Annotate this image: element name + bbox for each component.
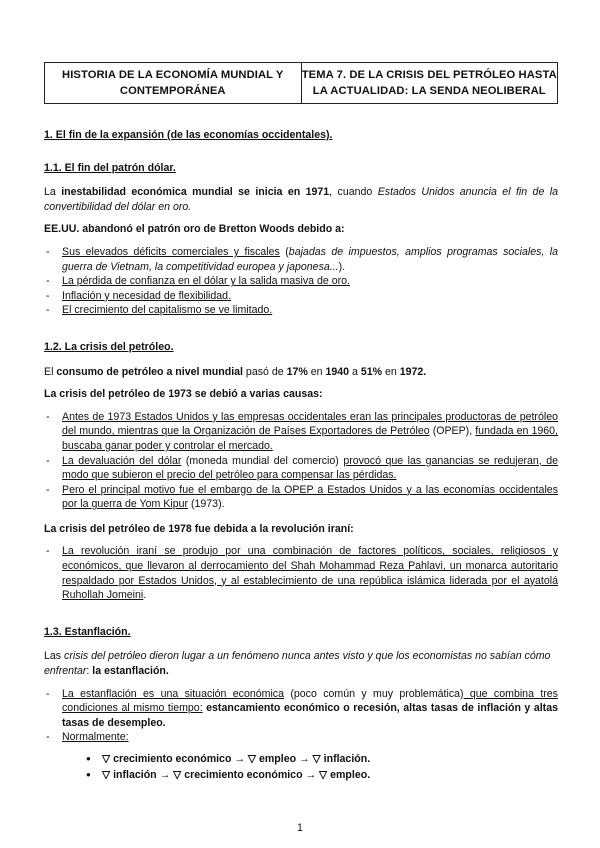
dash-list (44, 410, 558, 512)
paragraph: El consumo de petróleo a nivel mundial pasó de 17% en 1940 a 51% en 1972. (44, 365, 427, 378)
page-number: 1 (297, 822, 303, 834)
paragraph-bold: La crisis del petróleo de 1978 fue debida a la revolución iraní: (44, 522, 354, 535)
list-item: - La pérdida de confianza en el dólar y la salida masiva de oro. (44, 274, 558, 289)
bullet-item: ● ▽ crecimiento económico → ▽ empleo → ▽ inflación. (86, 751, 558, 767)
bullet-item: ● ▽ inflación → ▽ crecimiento económico → ▽ empleo. (86, 767, 558, 783)
paragraph: Las crisis del petróleo dieron lugar a un fenómeno nunca antes visto y que los economistas no sabían cómo enfrentar: la estanflación. (44, 650, 551, 678)
paragraph-bold: EE.UU. abandonó el patrón oro de Bretton Woods debido a: (44, 223, 345, 236)
paragraph: La inestabilidad económica mundial se inicia en 1971, cuando Estados Unidos anuncia el fin de la convertibilidad del dólar en oro. (44, 186, 558, 213)
bullet-list (44, 751, 558, 783)
section-heading-1-3: 1.3. Estanflación. (44, 625, 131, 638)
dash-list (44, 687, 558, 745)
section-heading-1-2: 1.2. La crisis del petróleo. (44, 340, 174, 353)
list-item: - La revolución iraní se produjo por una combinación de factores políticos, sociales, religiosos y económicos, que llevaron al derrocamiento del Shah Mohammad Reza Pahlavi, un monarca autoritario respaldado por Estados Unidos, y al establecimiento de una república islámica liderada por el ayatolá Ruhollah Jomeini. (44, 544, 558, 602)
list-item: - Sus elevados déficits comerciales y fiscales (bajadas de impuestos, amplios programas sociales, la guerra de Vietnam, la competitividad europea y japonesa...). (44, 245, 558, 274)
topic-title: TEMA 7. DE LA CRISIS DEL PETRÓLEO HASTA LA ACTUALIDAD: LA SENDA NEOLIBERAL (301, 63, 558, 103)
dash-list (44, 245, 558, 318)
dash-list (44, 544, 558, 602)
list-item: - Antes de 1973 Estados Unidos y las empresas occidentales eran las principales productoras de petróleo del mundo, mientras que la Organización de Países Exportadores de Petróleo (OPEP), fundada en 1960, buscaba ganar poder y controlar el mercado. (44, 410, 558, 454)
course-title: HISTORIA DE LA ECONOMÍA MUNDIAL Y CONTEMPORÁNEA (62, 69, 284, 97)
document-body (44, 128, 558, 783)
list-item: - Normalmente: (44, 730, 558, 745)
list-item: - El crecimiento del capitalismo se ve limitado. (44, 303, 558, 318)
section-heading-1: 1. El fin de la expansión (de las economías occidentales). (44, 129, 333, 141)
list-item: - Pero el principal motivo fue el embargo de la OPEP a Estados Unidos y a las economías occidentales por la guerra de Yom Kipur (1973). (44, 483, 558, 512)
list-item: - La devaluación del dólar (moneda mundial del comercio) provocó que las ganancias se redujeran, de modo que subieron el precio del petróleo para compensar las pérdidas. (44, 454, 558, 483)
list-item: - La estanflación es una situación económica (poco común y muy problemática) que combina tres condiciones al mismo tiempo: estancamiento económico o recesión, altas tasas de inflación y altas tasas de desempleo. (44, 687, 558, 731)
list-item: - Inflación y necesidad de flexibilidad. (44, 289, 558, 304)
header-table (44, 62, 558, 104)
section-heading-1-1: 1.1. El fin del patrón dólar. (44, 161, 176, 174)
paragraph-bold: La crisis del petróleo de 1973 se debió a varias causas: (44, 388, 323, 401)
